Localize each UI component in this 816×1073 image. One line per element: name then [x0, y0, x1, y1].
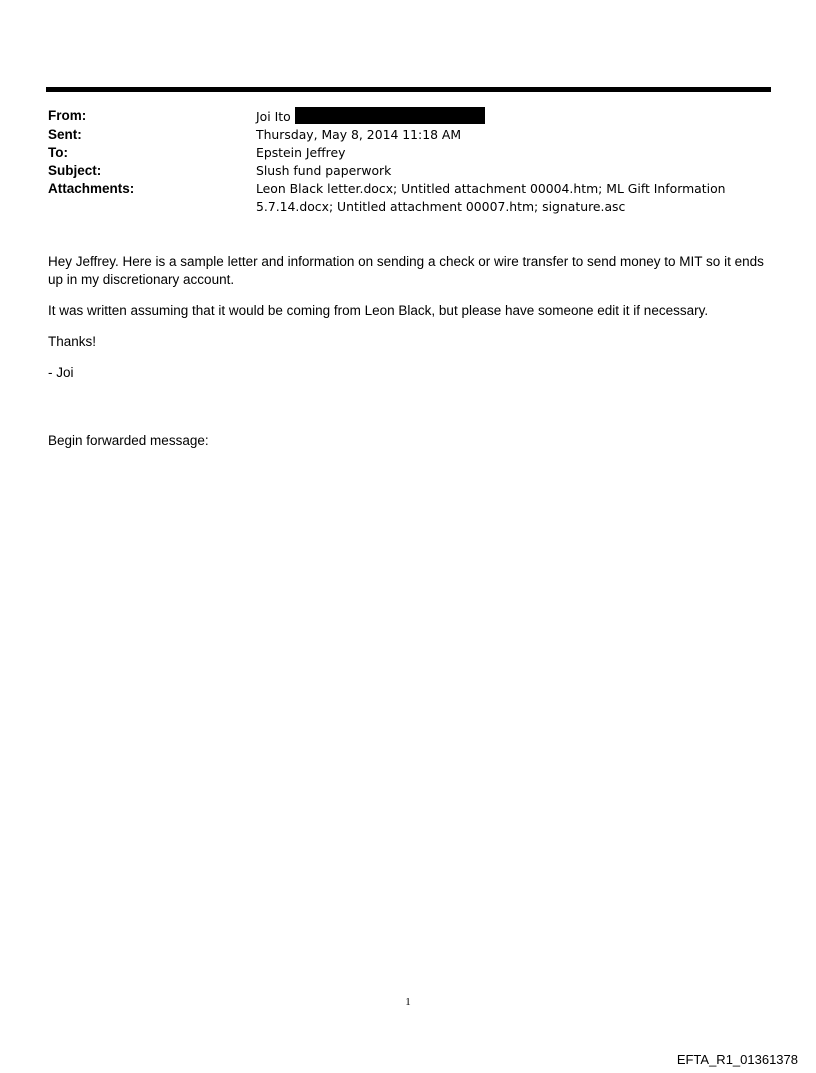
redaction-box — [295, 107, 485, 124]
attachments-line-2: 5.7.14.docx; Untitled attachment 00007.htm; signature.asc — [256, 199, 626, 214]
to-value: Epstein Jeffrey — [256, 145, 346, 160]
attachments-row — [48, 180, 768, 216]
attachments-label: Attachments: — [48, 181, 135, 196]
subject-row — [48, 162, 768, 180]
from-name: Joi Ito — [256, 109, 291, 124]
body-paragraph-3: Thanks! — [48, 334, 97, 349]
to-row — [48, 144, 768, 162]
subject-value: Slush fund paperwork — [256, 163, 392, 178]
document-id: EFTA_R1_01361378 — [676, 1052, 798, 1067]
email-headers — [48, 107, 768, 216]
from-label: From: — [48, 108, 87, 123]
body-paragraph-1: Hey Jeffrey. Here is a sample letter and information on sending a check or wire transfer to send money to MIT so it ends up in my discretionary account. — [48, 254, 764, 287]
to-label: To: — [48, 145, 68, 160]
body-paragraph-2: It was written assuming that it would be coming from Leon Black, but please have someone edit it if necessary. — [48, 303, 709, 318]
attachments-line-1: Leon Black letter.docx; Untitled attachment 00004.htm; ML Gift Information — [256, 181, 726, 196]
header-rule — [46, 87, 771, 92]
sent-label: Sent: — [48, 127, 82, 142]
from-row — [48, 107, 768, 126]
sent-row — [48, 126, 768, 144]
subject-label: Subject: — [48, 163, 102, 178]
attachments-value — [256, 180, 768, 216]
body-paragraph-4: - Joi — [48, 365, 74, 380]
page-number: 1 — [405, 996, 411, 1008]
email-body — [48, 253, 773, 395]
from-value — [256, 107, 768, 126]
sent-value: Thursday, May 8, 2014 11:18 AM — [256, 127, 462, 142]
forwarded-message-label: Begin forwarded message: — [48, 433, 209, 448]
